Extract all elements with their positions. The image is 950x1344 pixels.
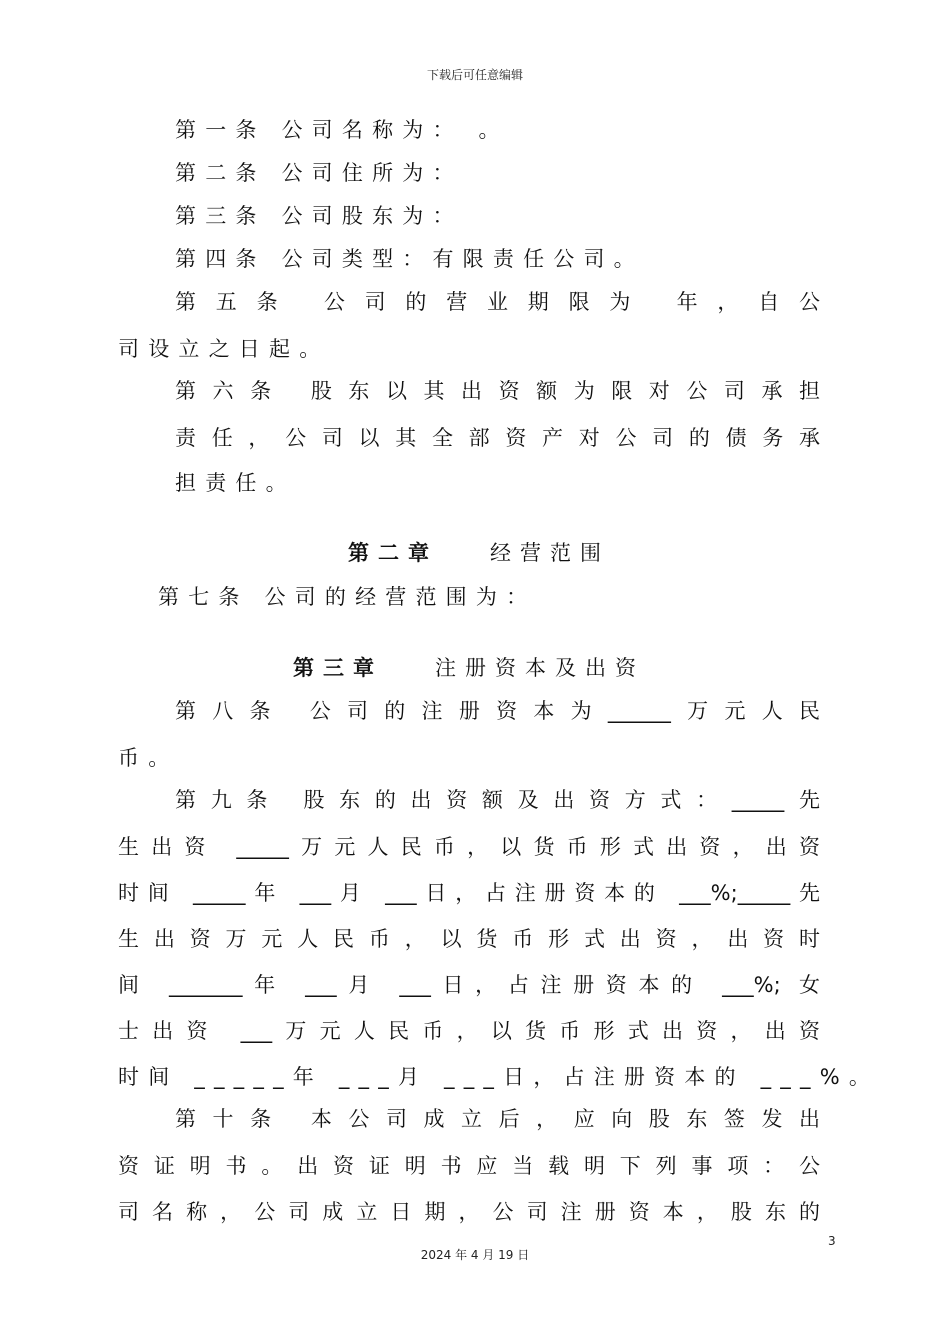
chapter-2-title: 经营范围 (490, 541, 610, 565)
article-9-line-3: 时间 _____年 ___月 ___日，占注册资本的 ___%;_____先 (118, 881, 820, 905)
article-9-line-7: 时间 _____年 ___月 ___日，占注册资本的 ___%。 (118, 1065, 880, 1089)
article-6-line-3: 担责任。 (175, 471, 296, 495)
chapter-2-number: 第二章 (348, 541, 438, 565)
article-10-line-2: 资证明书。出资证明书应当载明下列事项：公 (118, 1154, 820, 1178)
article-8-line-1: 第八条 公司的注册资本为______万元人民 (175, 699, 820, 723)
article-4: 第四条 公司类型：有限责任公司。 (175, 247, 644, 271)
article-9-line-2: 生出资 _____万元人民币，以货币形式出资，出资 (118, 835, 820, 859)
article-3: 第三条 公司股东为： (175, 204, 463, 228)
article-2: 第二条 公司住所为： (175, 161, 463, 185)
article-10-line-1: 第十条 本公司成立后，应向股东签发出 (175, 1107, 820, 1131)
article-1: 第一条 公司名称为： 。 (175, 118, 509, 142)
article-8-line-2: 币。 (118, 746, 179, 770)
chapter-2-heading (348, 543, 610, 564)
article-9-line-5: 间 _______年 ___月 ___日，占注册资本的 ___%; 女 (118, 973, 820, 997)
article-5-line-1: 第五条 公司的营业期限为 年，自公 (175, 290, 820, 314)
chapter-3-number: 第三章 (293, 656, 383, 680)
footer-date: 2024 年 4 月 19 日 (420, 1248, 530, 1262)
chapter-3-heading (293, 658, 645, 679)
page-number: 3 (828, 1234, 836, 1248)
article-9-line-4: 生出资万元人民币，以货币形式出资，出资时 (118, 927, 820, 951)
article-6-line-1: 第六条 股东以其出资额为限对公司承担 (175, 379, 820, 403)
page-header: 下载后可任意编辑 (426, 68, 523, 82)
article-10-line-3: 司名称，公司成立日期，公司注册资本，股东的 (118, 1200, 820, 1224)
article-9-line-6: 士出资 ___万元人民币，以货币形式出资，出资 (118, 1019, 820, 1043)
article-9-line-1: 第九条 股东的出资额及出资方式：_____先 (175, 788, 820, 812)
article-5-line-2: 司设立之日起。 (118, 337, 330, 361)
article-7: 第七条 公司的经营范围为： (158, 585, 537, 609)
article-6-line-2: 责任，公司以其全部资产对公司的债务承 (175, 426, 820, 450)
chapter-3-title: 注册资本及出资 (435, 656, 645, 680)
